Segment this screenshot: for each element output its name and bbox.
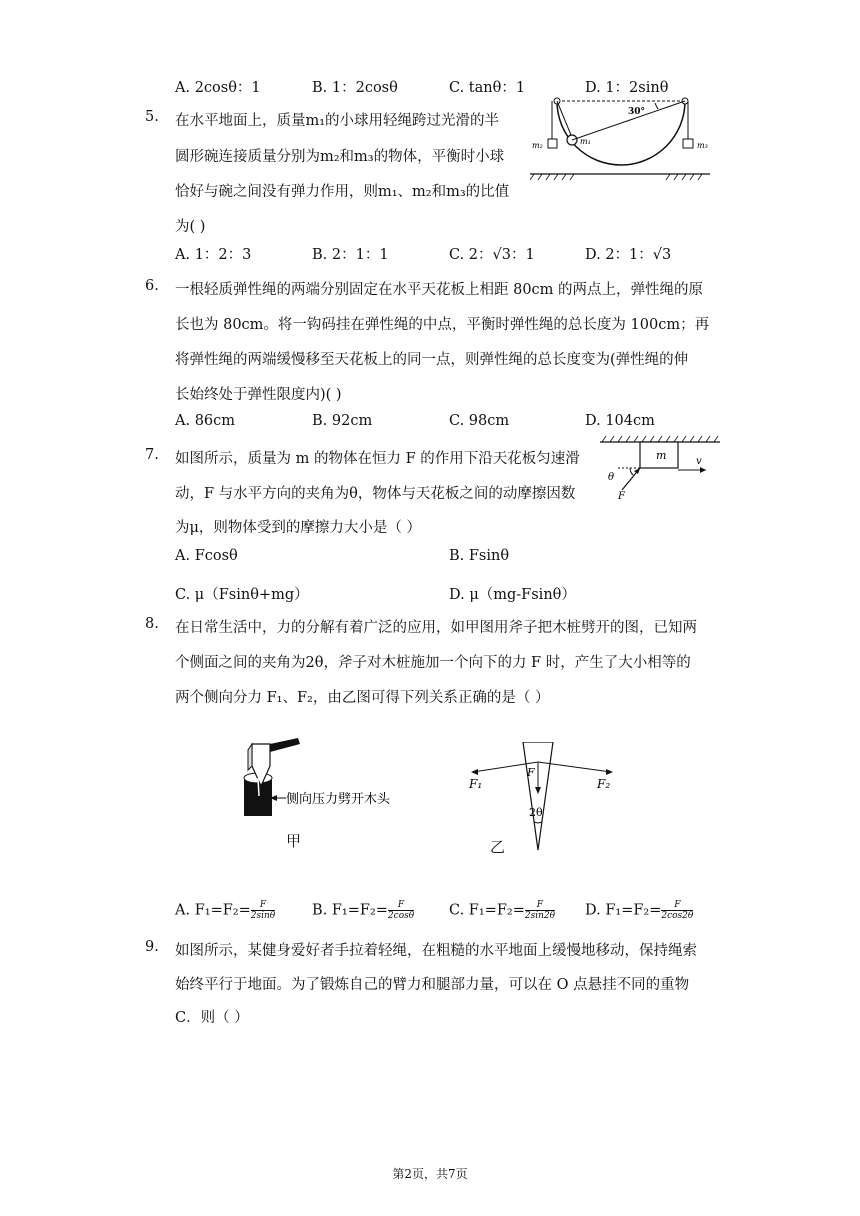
q8-option-c [449, 900, 555, 921]
q8-option-a [175, 900, 275, 921]
q5-label-angle: 30° [628, 107, 646, 117]
q8-option-b-prefix: B. F₁=F₂= [312, 902, 388, 919]
q8-yi-label-angle: 2θ [529, 806, 543, 819]
q8-option-d-num: F [661, 900, 693, 911]
q7-option-a: A. Fcosθ [175, 548, 238, 564]
q9-line-2: 始终平行于地面。为了锻炼自己的臂力和腿部力量，可以在 O 点悬挂不同的重物 [175, 977, 690, 993]
q8-yi-label-F: F [527, 766, 535, 779]
q9-line-3: C．则（ ） [175, 1010, 249, 1026]
q4-option-d: D. 1：2sinθ [585, 80, 669, 96]
q7-option-b: B. Fsinθ [449, 548, 510, 564]
page-footer: 第2页，共7页 [392, 1167, 468, 1181]
q5-figure-bowl [530, 94, 710, 184]
q6-line-3: 将弹性绳的两端缓慢移至天花板上的同一点，则弹性绳的总长度变为(弹性绳的伸 [175, 352, 689, 368]
q8-figure-jia-axe [240, 738, 420, 822]
q8-option-a-den: 2sinθ [250, 911, 276, 921]
q5-option-b: B. 2：1：1 [312, 247, 389, 263]
q7-label-F: F [618, 491, 625, 502]
q8-option-c-fraction [525, 900, 555, 921]
q7-number: 7. [145, 447, 159, 463]
q7-label-v: v [696, 456, 702, 467]
q4-option-b: B. 1：2cosθ [312, 80, 398, 96]
q9-number: 9. [145, 939, 159, 955]
q6-line-2: 长也为 80cm。将一钩码挂在弹性绳的中点，平衡时弹性绳的总长度为 100cm；再 [175, 317, 710, 333]
q6-line-4: 长始终处于弹性限度内)( ) [175, 387, 342, 403]
q9-line-1: 如图所示，某健身爱好者手拉着轻绳，在粗糙的水平地面上缓慢地移动，保持绳索 [175, 943, 697, 959]
q8-option-d-fraction [661, 900, 693, 921]
q8-option-c-prefix: C. F₁=F₂= [449, 902, 525, 919]
q8-option-b-fraction [388, 900, 414, 921]
q8-option-b-num: F [388, 900, 414, 911]
q5-number: 5. [145, 109, 159, 125]
q8-line-3: 两个侧向分力 F₁、F₂，由乙图可得下列关系正确的是（ ） [175, 690, 550, 706]
q6-option-d: D. 104cm [585, 413, 655, 429]
q6-option-a: A. 86cm [175, 413, 236, 429]
q8-option-c-num: F [525, 900, 555, 911]
q5-label-m3: m₃ [697, 141, 708, 150]
q7-figure-ceiling [598, 434, 722, 502]
q8-option-b [312, 900, 414, 921]
q5-label-m1: m₁ [580, 137, 591, 146]
q8-line-1: 在日常生活中，力的分解有着广泛的应用，如甲图用斧子把木桩劈开的图，已知两 [175, 620, 697, 636]
q7-option-d: D. μ（mg-Fsinθ） [449, 587, 576, 603]
q4-option-c: C. tanθ：1 [449, 80, 526, 96]
q5-line-4: 为( ) [175, 219, 206, 235]
q8-yi-label-F2: F₂ [597, 777, 611, 791]
q8-figure-yi-wedge [465, 742, 625, 854]
q7-line-2: 动，F 与水平方向的夹角为θ，物体与天花板之间的动摩擦因数 [175, 486, 576, 502]
q7-option-c: C. μ（Fsinθ+mg） [175, 587, 309, 603]
q8-option-d-den: 2cos2θ [661, 911, 694, 921]
q8-option-a-prefix: A. F₁=F₂= [175, 902, 251, 919]
q7-label-m: m [656, 449, 667, 462]
q8-line-2: 个侧面之间的夹角为2θ，斧子对木桩施加一个向下的力 F 时，产生了大小相等的 [175, 655, 691, 671]
q8-yi-label-F1: F₁ [469, 777, 483, 791]
q8-option-c-den: 2sin2θ [524, 911, 556, 921]
q7-line-3: 为μ，则物体受到的摩擦力大小是（ ） [175, 520, 422, 536]
q8-jia-caption: 侧向压力劈开木头 [286, 792, 391, 807]
q8-option-a-fraction [251, 900, 275, 921]
q8-jia-label: 甲 [286, 832, 302, 850]
q7-label-theta: θ [608, 472, 615, 483]
q5-option-c: C. 2：√3：1 [449, 247, 535, 263]
q6-option-c: C. 98cm [449, 413, 510, 429]
q8-yi-label: 乙 [490, 838, 506, 856]
q6-number: 6. [145, 278, 159, 294]
q6-line-1: 一根轻质弹性绳的两端分别固定在水平天花板上相距 80cm 的两点上，弹性绳的原 [175, 282, 704, 298]
q8-option-a-num: F [251, 900, 275, 911]
q5-option-a: A. 1：2：3 [175, 247, 252, 263]
q8-option-b-den: 2cosθ [387, 911, 415, 921]
q8-option-d-prefix: D. F₁=F₂= [585, 902, 662, 919]
q5-label-m2: m₂ [532, 141, 543, 150]
q6-option-b: B. 92cm [312, 413, 373, 429]
q7-line-1: 如图所示，质量为 m 的物体在恒力 F 的作用下沿天花板匀速滑 [175, 451, 580, 467]
q8-option-d [585, 900, 693, 921]
q5-option-d: D. 2：1：√3 [585, 247, 672, 263]
q4-option-a: A. 2cosθ：1 [175, 80, 261, 96]
q8-number: 8. [145, 616, 159, 632]
q5-line-2: 圆形碗连接质量分别为m₂和m₃的物体，平衡时小球 [175, 149, 505, 165]
q5-line-1: 在水平地面上，质量m₁的小球用轻绳跨过光滑的半 [175, 113, 500, 129]
q5-line-3: 恰好与碗之间没有弹力作用，则m₁、m₂和m₃的比值 [175, 184, 510, 200]
